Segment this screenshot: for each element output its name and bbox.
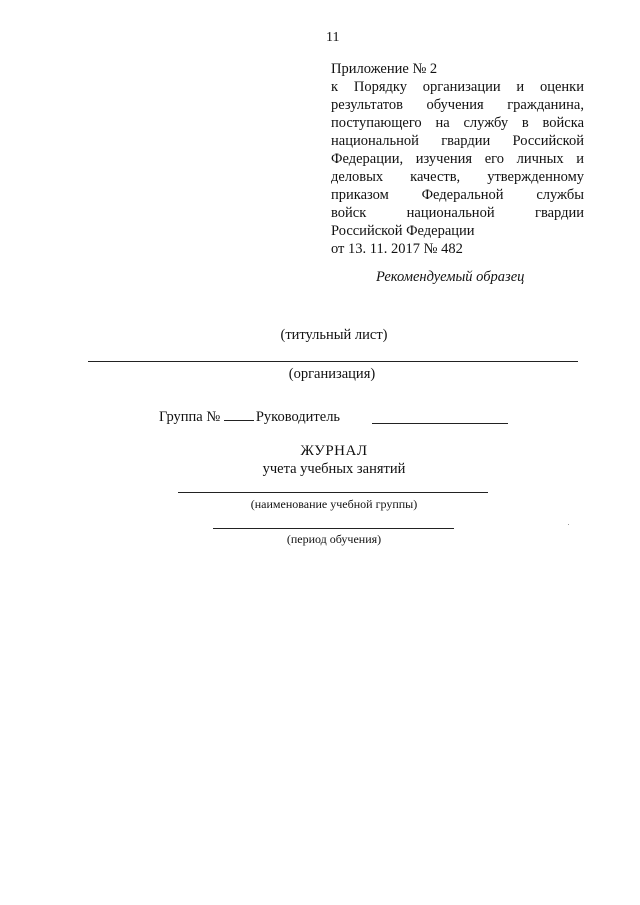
appendix-order-date: от 13. 11. 2017 № 482 <box>331 241 463 257</box>
period-line <box>213 528 454 529</box>
appendix-line: к Порядку организации и оценки <box>331 79 584 95</box>
page-number: 11 <box>326 30 340 45</box>
period-caption: (период обучения) <box>286 532 382 546</box>
title-sheet-label: (титульный лист) <box>280 327 388 343</box>
group-name-caption: (наименование учебной группы) <box>250 497 418 511</box>
appendix-line: национальной гвардии Российской <box>331 133 584 149</box>
organization-caption: (организация) <box>288 366 376 382</box>
appendix-line: Российской Федерации <box>331 223 475 239</box>
appendix-line: деловых качеств, утвержденному <box>331 169 584 185</box>
appendix-heading: Приложение № 2 <box>331 61 438 77</box>
group-row <box>159 408 340 426</box>
appendix-line: результатов обучения гражданина, <box>331 97 584 113</box>
journal-title: ЖУРНАЛ <box>300 443 368 459</box>
group-number-label: Группа № <box>159 409 221 425</box>
leader-label: Руководитель <box>255 409 341 425</box>
journal-subtitle: учета учебных занятий <box>262 461 406 477</box>
scan-speck <box>568 524 569 525</box>
appendix-line: приказом Федеральной службы <box>331 187 584 203</box>
appendix-line: Федерации, изучения его личных и <box>331 151 584 167</box>
appendix-block <box>331 60 584 258</box>
appendix-line: поступающего на службу в войска <box>331 115 584 131</box>
leader-blank-line <box>372 423 508 424</box>
sample-label: Рекомендуемый образец <box>376 269 525 285</box>
appendix-line: войск национальной гвардии <box>331 205 584 221</box>
group-name-line <box>178 492 488 493</box>
organization-line <box>88 361 578 362</box>
group-number-blank <box>224 408 254 421</box>
